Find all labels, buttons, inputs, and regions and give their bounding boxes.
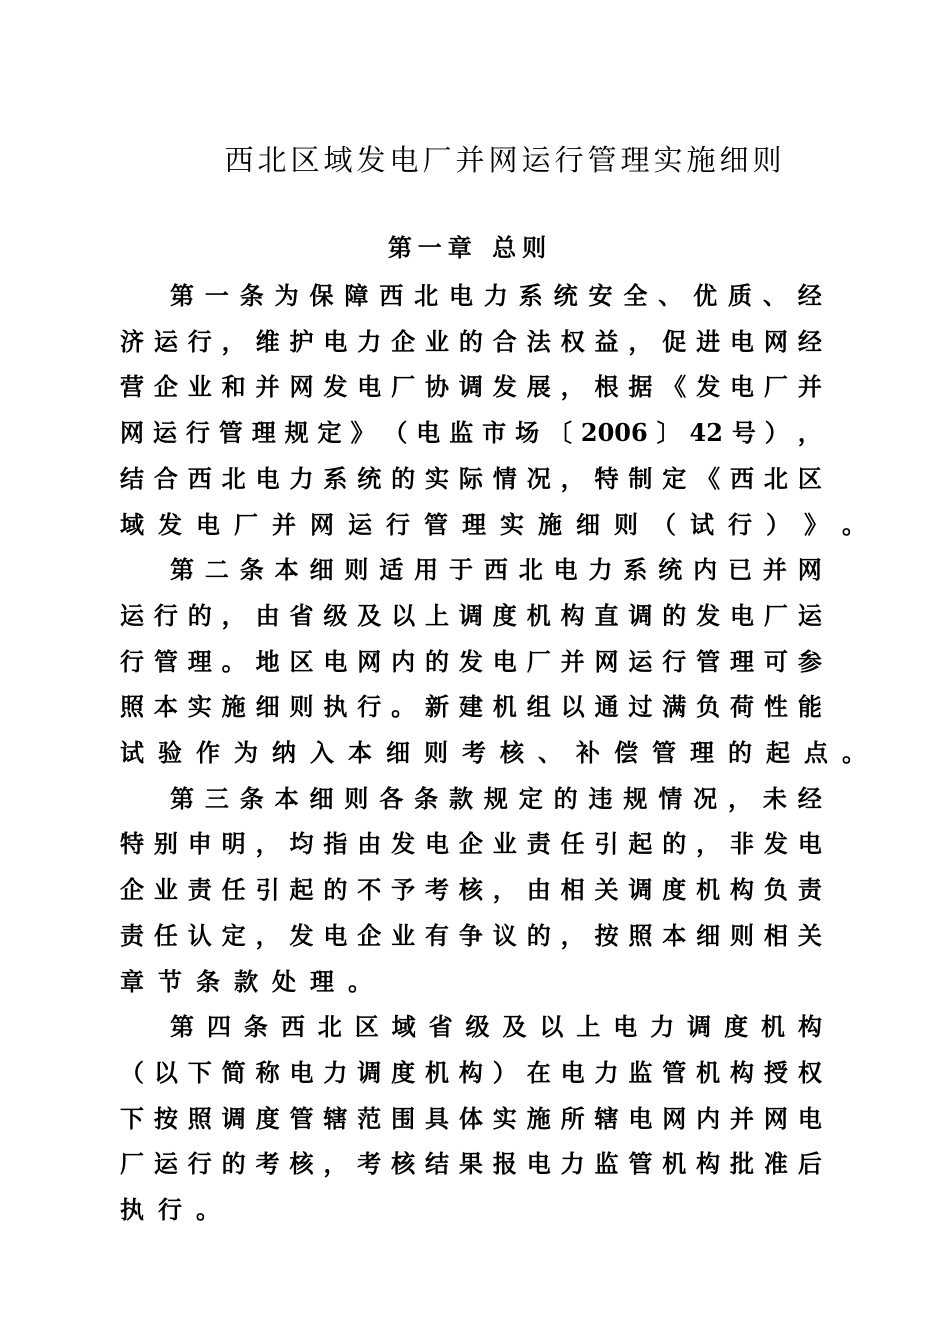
body-line: 执 行 。 bbox=[120, 1195, 220, 1224]
body-line: 责 任 认 定 ， 发 电 企 业 有 争 议 的 ， 按 照 本 细 则 相 关 bbox=[120, 921, 822, 950]
body-line: 下 按 照 调 度 管 辖 范 围 具 体 实 施 所 辖 电 网 内 并 网 电 bbox=[120, 1104, 822, 1133]
body-line: 厂 运 行 的 考 核 ， 考 核 结 果 报 电 力 监 管 机 构 批 准 后 bbox=[120, 1149, 822, 1178]
body-line: 特 别 申 明 ， 均 指 由 发 电 企 业 责 任 引 起 的 ， 非 发 电 bbox=[120, 829, 822, 858]
document-title: 西北区域发电厂并网运行管理实施细则 bbox=[224, 143, 786, 177]
body-line: 企 业 责 任 引 起 的 不 予 考 核 ， 由 相 关 调 度 机 构 负 责 bbox=[120, 875, 822, 904]
body-line: 第 一 条 为 保 障 西 北 电 力 系 统 安 全 、 优 质 、 经 bbox=[170, 281, 822, 310]
body-line: 试 验 作 为 纳 入 本 细 则 考 核 、 补 偿 管 理 的 起 点 。 bbox=[120, 738, 866, 767]
body-line: 结 合 西 北 电 力 系 统 的 实 际 情 况 ， 特 制 定 《 西 北 区 bbox=[120, 464, 822, 493]
body-line: 济 运 行 ， 维 护 电 力 企 业 的 合 法 权 益 ， 促 进 电 网 经 bbox=[120, 327, 822, 356]
body-line: （ 以 下 简 称 电 力 调 度 机 构 ） 在 电 力 监 管 机 构 授 权 bbox=[120, 1058, 822, 1087]
body-line: 照 本 实 施 细 则 执 行 。 新 建 机 组 以 通 过 满 负 荷 性 能 bbox=[120, 692, 822, 721]
body-line: 营 企 业 和 并 网 发 电 厂 协 调 发 展 ， 根 据 《 发 电 厂 并 bbox=[120, 372, 822, 401]
body-line: 网 运 行 管 理 规 定 》 （ 电 监 市 场 〔 2006 〕 42 号 ） ， bbox=[120, 418, 822, 447]
body-line: 章 节 条 款 处 理 。 bbox=[120, 967, 372, 996]
chapter-heading: 第一章 总则 bbox=[387, 233, 553, 262]
body-line: 行 管 理 。 地 区 电 网 内 的 发 电 厂 并 网 运 行 管 理 可 参 bbox=[120, 647, 822, 676]
body-line: 运 行 的 ， 由 省 级 及 以 上 调 度 机 构 直 调 的 发 电 厂 运 bbox=[120, 601, 822, 630]
body-line: 第 四 条 西 北 区 域 省 级 及 以 上 电 力 调 度 机 构 bbox=[170, 1012, 822, 1041]
body-line: 域 发 电 厂 并 网 运 行 管 理 实 施 细 则 （ 试 行 ） 》 。 bbox=[120, 510, 866, 539]
body-line: 第 三 条 本 细 则 各 条 款 规 定 的 违 规 情 况 ， 未 经 bbox=[170, 784, 822, 813]
body-line: 第 二 条 本 细 则 适 用 于 西 北 电 力 系 统 内 已 并 网 bbox=[170, 555, 822, 584]
